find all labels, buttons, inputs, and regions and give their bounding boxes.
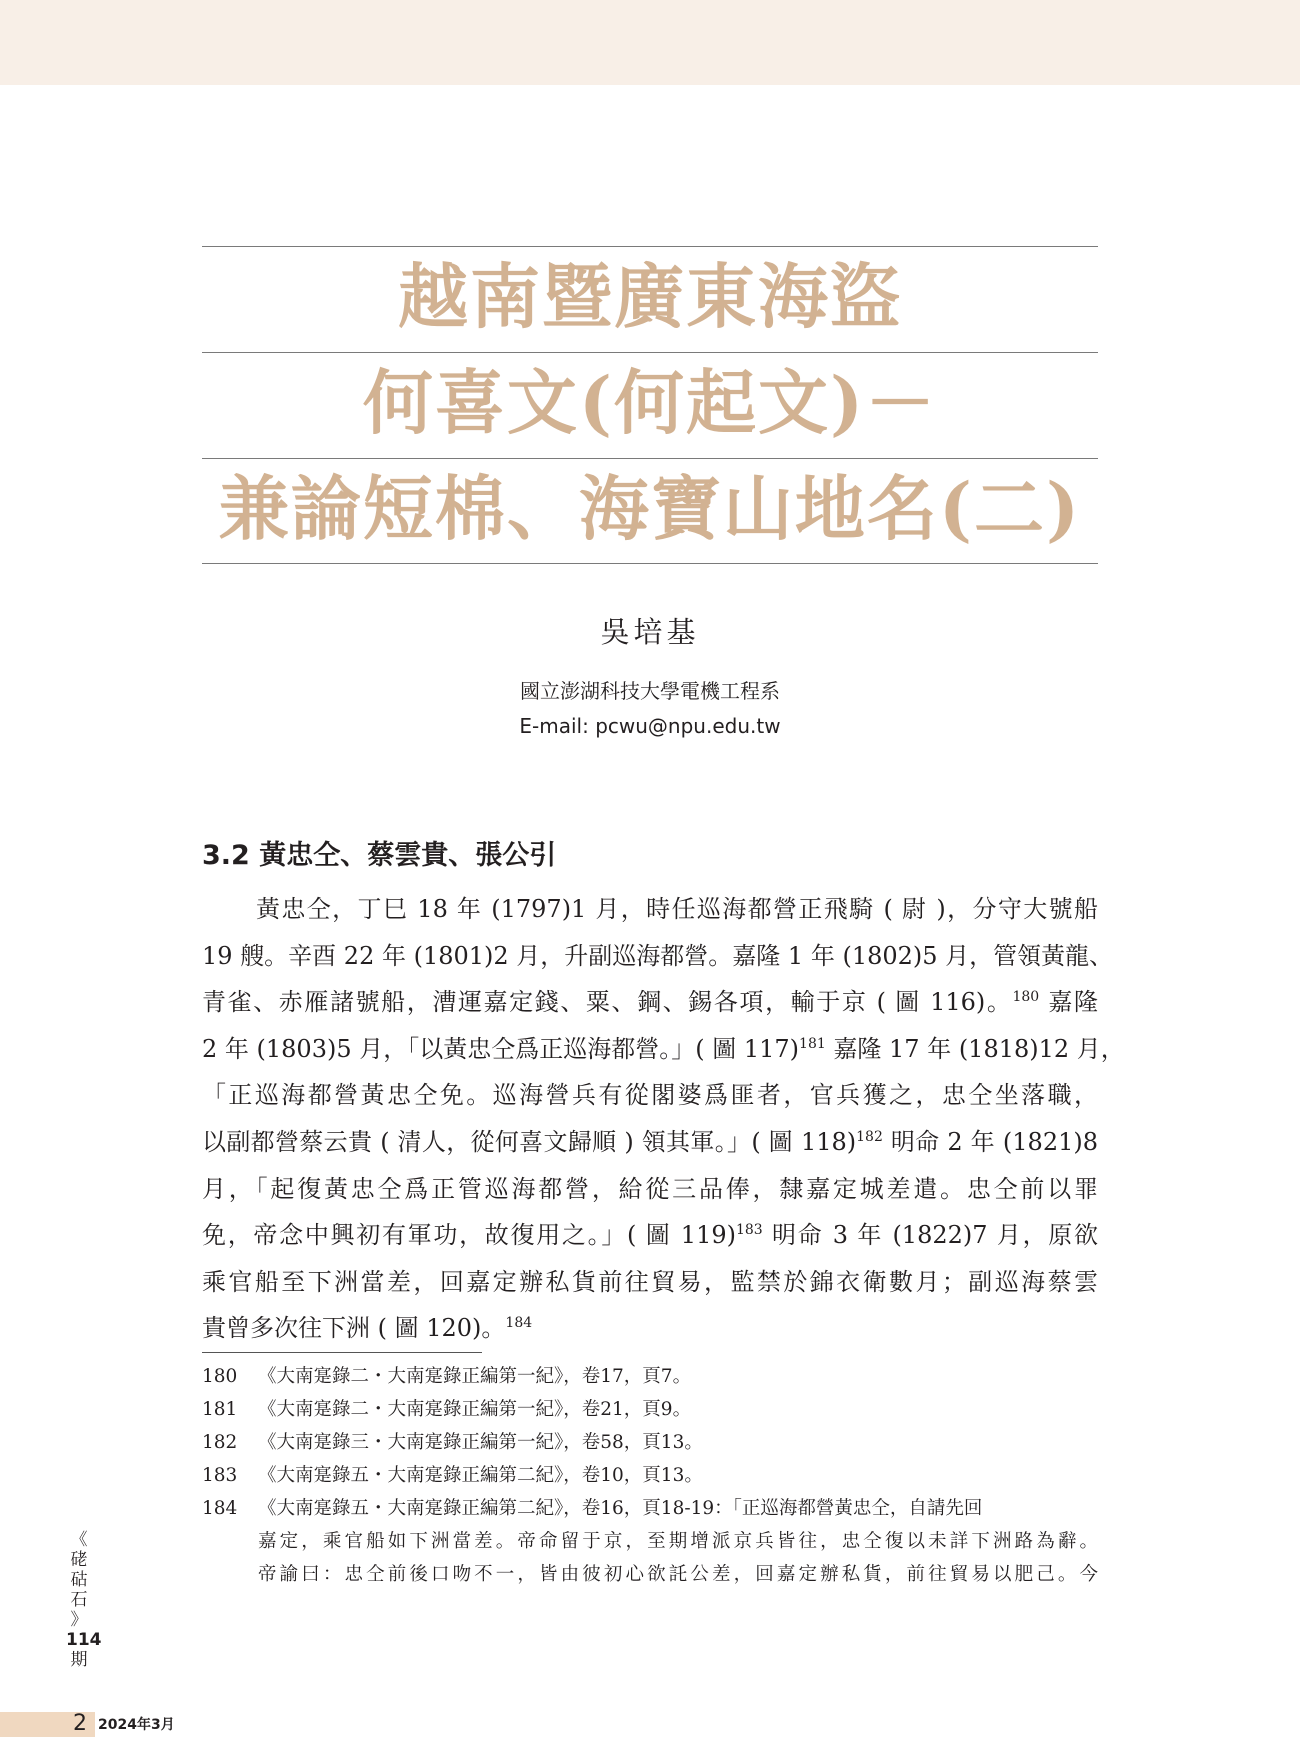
body-line <box>202 1119 1098 1166</box>
body-text-span: 嘉隆 17 年 (1818)12 月， <box>825 1034 1125 1063</box>
footnote-text: 《大南寔錄五・大南寔錄正編第二紀》，卷16，頁18-19：「正巡海都營黃忠仝，自請先回 <box>258 1498 983 1519</box>
footnote-ref-183[interactable]: 183 <box>735 1222 763 1239</box>
body-paragraph <box>202 886 1125 1352</box>
journal-char: 》 <box>70 1610 88 1630</box>
body-text-span: 嘉隆 <box>1039 988 1098 1017</box>
footnote-continuation: 嘉定，乘官船如下洲當差。帝命留于京，至期增派京兵皆往，忠仝復以未詳下洲路為辭。 <box>258 1531 1098 1552</box>
title-line-3: 兼論短棉、海寶山地名(二) <box>218 467 1082 550</box>
body-line: 黃忠仝，丁巳 18 年 (1797)1 月，時任巡海都營正飛騎 ( 尉 )，分守大號船 <box>256 895 1098 923</box>
footnote-number: 184 <box>202 1498 238 1519</box>
body-text-span: 以副都營蔡云貴 ( 清人，從何喜文歸順 ) 領其軍。」( 圖 118) <box>202 1127 857 1156</box>
page-number: 2 <box>73 1711 87 1736</box>
author-affiliation: 國立澎湖科技大學電機工程系 <box>520 679 780 703</box>
footnote-continuation: 帝諭曰：忠仝前後口吻不一，皆由彼初心欲託公差，回嘉定辦私貨，前往貿易以肥己。今 <box>258 1564 1098 1585</box>
footnote-item <box>202 1360 1098 1393</box>
footnote-text: 《大南寔錄三・大南寔錄正編第一紀》，卷58，頁13。 <box>258 1432 703 1453</box>
footnote-number: 181 <box>202 1399 238 1420</box>
footnote-ref-182[interactable]: 182 <box>856 1128 883 1145</box>
journal-char: 𥑮 <box>70 1570 88 1590</box>
footnote-ref-184[interactable]: 184 <box>505 1315 533 1332</box>
footnote-ref-181[interactable]: 181 <box>799 1035 826 1052</box>
issue-number: 114 <box>66 1630 102 1650</box>
body-line: 月，「起復黃忠仝爲正管巡海都營，給從三品俸，隸嘉定城差遣。忠仝前以罪 <box>202 1174 1098 1203</box>
author-email: E-mail: pcwu@npu.edu.tw <box>519 714 781 738</box>
body-text-span: 貴曾多次往下洲 ( 圖 120)。 <box>202 1314 506 1343</box>
body-line <box>202 1305 1098 1352</box>
title-line-2: 何喜文(何起文)－ <box>362 361 938 444</box>
journal-char: 石 <box>70 1590 88 1610</box>
body-text-span: 明命 3 年 (1822)7 月，原欲 <box>762 1221 1098 1250</box>
section-heading: 3.2 黃忠仝、蔡雲貴、張公引 <box>202 840 557 871</box>
body-line <box>202 1212 1098 1259</box>
journal-side-label <box>66 1530 102 1670</box>
footnote-number: 180 <box>202 1366 238 1387</box>
body-line: 19 艘。辛酉 22 年 (1801)2 月，升副巡海都營。嘉隆 1 年 (1802)5 月，管領黃龍、 <box>202 941 1114 970</box>
footnote-separator <box>202 1352 482 1353</box>
footnote-text: 《大南寔錄二・大南寔錄正編第一紀》，卷17，頁7。 <box>258 1366 692 1387</box>
footnote-item <box>202 1459 1098 1492</box>
footnote-item <box>202 1393 1098 1426</box>
title-rule-bottom <box>202 563 1098 564</box>
footnote-text: 《大南寔錄五・大南寔錄正編第二紀》，卷10，頁13。 <box>258 1465 703 1486</box>
footnote-number: 183 <box>202 1465 238 1486</box>
body-line <box>202 1026 1125 1073</box>
journal-char: 《 <box>70 1530 88 1550</box>
body-text-span: 青雀、赤雁諸號船，漕運嘉定錢、粟、鋼、錫各項，輸于京 ( 圖 116)。 <box>202 988 1013 1017</box>
footnote-ref-180[interactable]: 180 <box>1012 989 1040 1006</box>
body-line <box>202 979 1098 1026</box>
footnote-item <box>202 1492 1098 1525</box>
footnote-item <box>202 1426 1098 1459</box>
footnote-text: 《大南寔錄二・大南寔錄正編第一紀》，卷21，頁9。 <box>258 1399 692 1420</box>
body-line: 「正巡海都營黃忠仝免。巡海營兵有從閣婆爲匪者，官兵獲之，忠仝坐落職， <box>202 1081 1098 1110</box>
author-name: 吳培基 <box>600 615 700 649</box>
body-line: 乘官船至下洲當差，回嘉定辦私貨前往貿易，監禁於錦衣衛數月；副巡海蔡雲 <box>202 1267 1098 1296</box>
journal-char: 硓 <box>70 1550 88 1570</box>
footnotes <box>202 1360 1098 1591</box>
body-text-span: 免，帝念中興初有軍功，故復用之。」( 圖 119) <box>202 1221 736 1250</box>
top-color-band <box>0 0 1300 85</box>
issue-unit: 期 <box>70 1650 88 1670</box>
body-text-span: 明命 2 年 (1821)8 <box>882 1127 1098 1156</box>
body-text-span: 2 年 (1803)5 月，「以黃忠仝爲正巡海都營。」( 圖 117) <box>202 1034 800 1063</box>
footnote-number: 182 <box>202 1432 238 1453</box>
title-line-1: 越南暨廣東海盜 <box>398 255 902 338</box>
issue-date: 2024年3月 <box>98 1717 175 1733</box>
